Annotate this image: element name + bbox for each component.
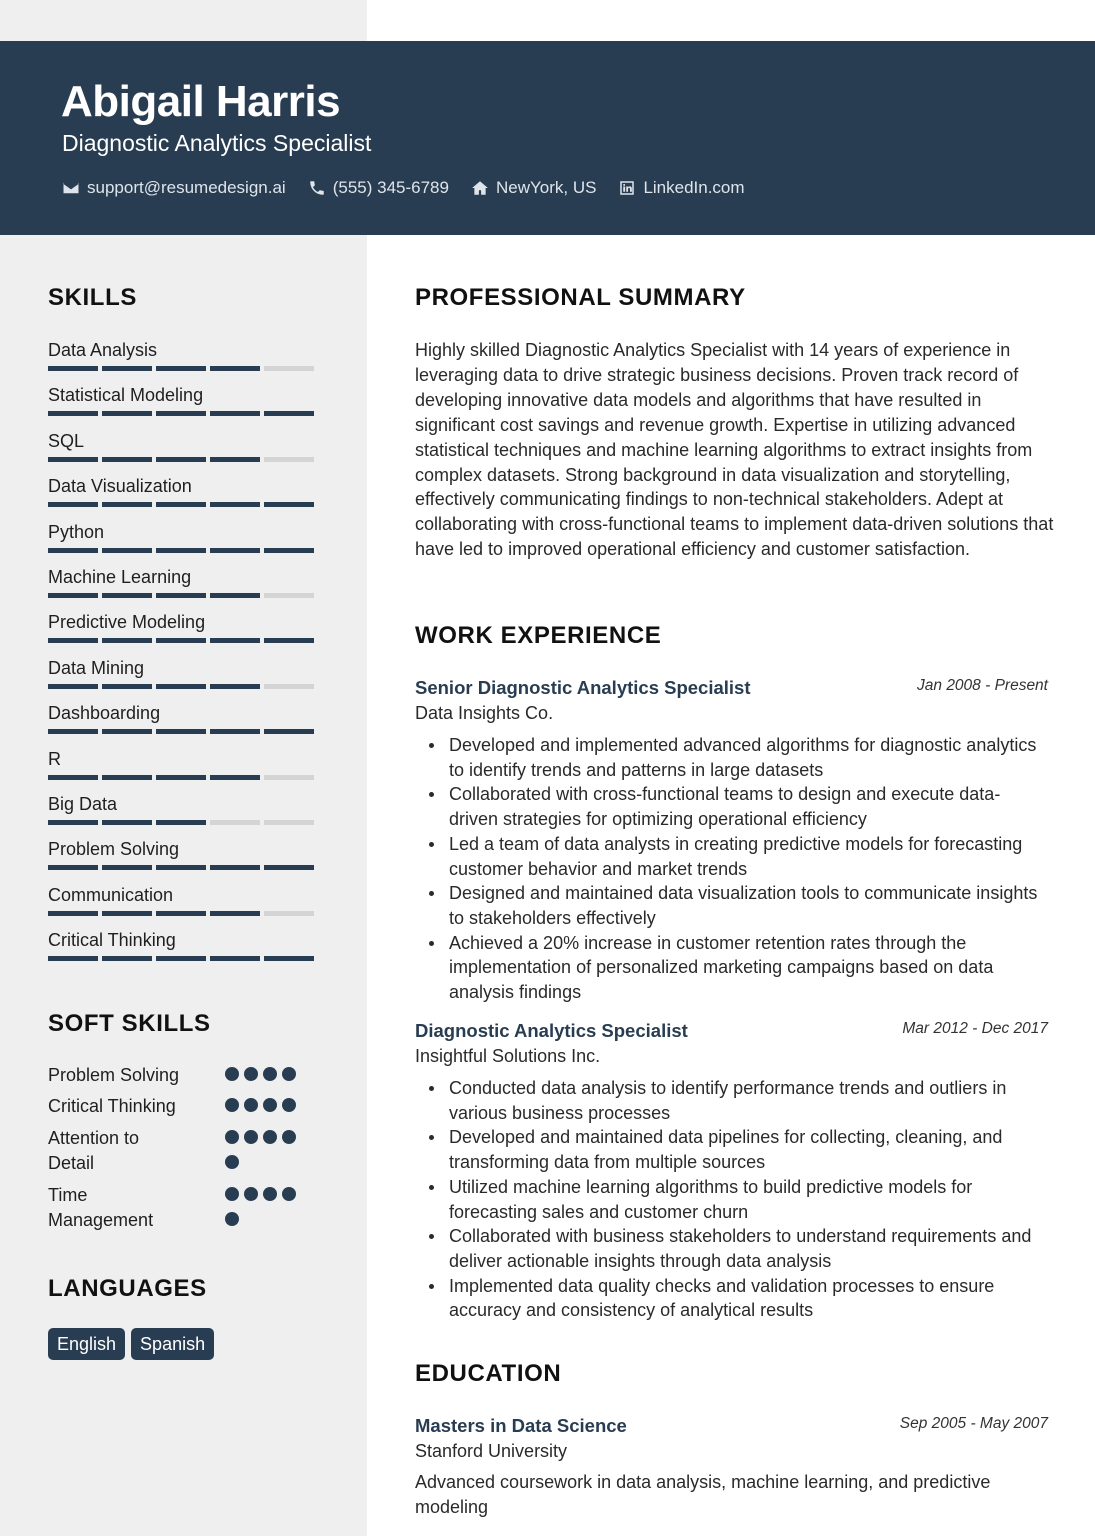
soft-skills-heading: SOFT SKILLS	[48, 1010, 211, 1037]
skill-level-segment	[210, 820, 260, 825]
job-bullet: Developed and implemented advanced algorithms for diagnostic analytics to identify trends and patterns in large datasets	[449, 733, 1048, 782]
rating-dot	[282, 1187, 296, 1201]
skill-level-bar	[48, 911, 318, 916]
skill-label: SQL	[48, 430, 85, 451]
soft-skill-label: Critical Thinking	[48, 1096, 176, 1116]
rating-dot	[244, 1130, 258, 1144]
rating-dot	[244, 1187, 258, 1201]
soft-skill-rating	[225, 1130, 305, 1180]
skill-level-segment	[210, 593, 260, 598]
rating-dot	[263, 1187, 277, 1201]
job-bullet: Collaborated with cross-functional teams to design and execute data-driven strategies for optimizing operational efficiency	[449, 782, 1048, 831]
contact-location	[471, 178, 596, 198]
skill-level-segment	[264, 502, 314, 507]
skill-item	[48, 430, 318, 462]
skill-item	[48, 339, 318, 371]
job-bullets	[449, 1076, 1048, 1323]
skill-level-segment	[48, 684, 98, 689]
skill-level-segment	[264, 366, 314, 371]
skill-level-segment	[264, 457, 314, 462]
skill-level-segment	[156, 729, 206, 734]
skill-level-segment	[210, 956, 260, 961]
skill-level-segment	[48, 638, 98, 643]
candidate-name: Abigail Harris	[61, 77, 341, 126]
job-bullet: Collaborated with business stakeholders to understand requirements and deliver actionable insights through data analysis	[449, 1224, 1048, 1273]
school-name: Stanford University	[415, 1441, 568, 1461]
skill-label: Communication	[48, 884, 174, 905]
skill-level-segment	[102, 865, 152, 870]
skill-level-bar	[48, 820, 318, 825]
skill-item	[48, 566, 318, 598]
skill-level-segment	[210, 865, 260, 870]
skill-level-segment	[264, 729, 314, 734]
skill-level-segment	[102, 775, 152, 780]
contact-linkedin-text: LinkedIn.com	[643, 178, 745, 197]
skill-label: Big Data	[48, 794, 118, 814]
education-description: Advanced coursework in data analysis, machine learning, and predictive modeling	[415, 1472, 991, 1517]
skill-item	[48, 521, 318, 553]
rating-dot	[225, 1067, 239, 1081]
skill-level-segment	[48, 911, 98, 916]
contact-location-text: NewYork, US	[495, 178, 597, 197]
skill-level-segment	[102, 956, 152, 961]
skill-level-segment	[210, 638, 260, 643]
job-bullets	[449, 733, 1048, 1005]
rating-dot	[244, 1067, 258, 1081]
skill-level-segment	[264, 684, 314, 689]
skill-label: Dashboarding	[48, 703, 161, 724]
job-bullet: Achieved a 20% increase in customer retention rates through the implementation of personalized marketing campaigns based on data analysis findings	[449, 931, 1048, 1005]
language-badge: Spanish	[131, 1328, 214, 1360]
skill-item	[48, 884, 318, 916]
skill-label: Predictive Modeling	[48, 612, 206, 633]
skill-item	[48, 384, 318, 416]
skill-level-segment	[48, 366, 98, 371]
skill-label: Machine Learning	[48, 567, 192, 587]
skill-level-bar	[48, 775, 318, 780]
skill-label: Python	[48, 521, 105, 542]
skill-item	[48, 793, 318, 825]
soft-skill-label: Problem Solving	[48, 1065, 180, 1085]
degree-title: Masters in Data Science	[415, 1415, 627, 1436]
skill-level-segment	[156, 820, 206, 825]
job-entry	[415, 1019, 1048, 1323]
skill-level-segment	[264, 593, 314, 598]
contact-email[interactable]	[62, 178, 286, 198]
skill-level-segment	[48, 548, 98, 553]
rating-dot	[225, 1098, 239, 1112]
skill-level-segment	[48, 775, 98, 780]
education-heading: EDUCATION	[415, 1360, 562, 1387]
skill-level-bar	[48, 502, 318, 507]
skill-level-segment	[102, 729, 152, 734]
skill-level-segment	[210, 502, 260, 507]
contact-phone[interactable]	[308, 178, 449, 198]
skill-level-segment	[210, 366, 260, 371]
rating-dot	[225, 1187, 239, 1201]
skill-level-segment	[102, 638, 152, 643]
envelope-icon	[62, 179, 80, 197]
skill-level-segment	[48, 820, 98, 825]
skill-level-bar	[48, 411, 318, 416]
skill-level-segment	[102, 911, 152, 916]
skill-label: R	[48, 748, 61, 769]
skill-level-segment	[156, 911, 206, 916]
rating-dot	[263, 1098, 277, 1112]
contact-linkedin[interactable]	[618, 178, 744, 198]
skill-item	[48, 611, 318, 643]
phone-icon	[308, 179, 326, 197]
summary-heading: PROFESSIONAL SUMMARY	[415, 284, 746, 311]
skills-heading: SKILLS	[48, 284, 137, 311]
skill-level-bar	[48, 684, 318, 689]
skill-label: Critical Thinking	[48, 930, 176, 951]
skill-level-segment	[210, 911, 260, 916]
skill-level-bar	[48, 593, 318, 598]
skill-level-segment	[156, 502, 206, 507]
skill-level-segment	[102, 548, 152, 553]
contact-bar	[62, 178, 767, 198]
job-bullet: Led a team of data analysts in creating predictive models for forecasting customer behavior and market trends	[449, 832, 1048, 881]
skill-level-bar	[48, 457, 318, 462]
skill-item	[48, 657, 318, 689]
rating-dot	[282, 1098, 296, 1112]
rating-dot	[282, 1130, 296, 1144]
language-badge: English	[48, 1328, 125, 1360]
candidate-role: Diagnostic Analytics Specialist	[62, 130, 372, 156]
skill-level-segment	[210, 411, 260, 416]
skill-level-segment	[156, 775, 206, 780]
skill-level-bar	[48, 729, 318, 734]
soft-skill-rating	[225, 1067, 305, 1092]
languages-list	[48, 1328, 220, 1360]
skill-level-segment	[156, 956, 206, 961]
skill-level-segment	[264, 911, 314, 916]
skill-level-segment	[156, 593, 206, 598]
skill-level-segment	[264, 775, 314, 780]
job-title: Senior Diagnostic Analytics Specialist	[415, 677, 751, 698]
skill-level-segment	[210, 775, 260, 780]
skill-level-segment	[264, 865, 314, 870]
languages-heading: LANGUAGES	[48, 1275, 207, 1302]
skill-level-segment	[210, 729, 260, 734]
skill-level-segment	[156, 411, 206, 416]
skill-label: Data Mining	[48, 657, 145, 678]
skill-label: Data Visualization	[48, 476, 192, 497]
job-title: Diagnostic Analytics Specialist	[415, 1020, 688, 1041]
rating-dot	[225, 1130, 239, 1144]
education-entry	[415, 1414, 1048, 1519]
linkedin-icon	[618, 179, 636, 197]
skill-level-segment	[264, 820, 314, 825]
skill-level-segment	[210, 684, 260, 689]
skill-level-segment	[264, 411, 314, 416]
skill-level-segment	[48, 593, 98, 598]
rating-dot	[225, 1155, 239, 1169]
skill-level-segment	[156, 684, 206, 689]
job-bullet: Implemented data quality checks and validation processes to ensure accuracy and consistency of analytical results	[449, 1274, 1048, 1323]
job-bullet: Conducted data analysis to identify performance trends and outliers in various business processes	[449, 1076, 1048, 1125]
skill-label: Statistical Modeling	[48, 385, 204, 406]
skill-level-bar	[48, 865, 318, 870]
skill-item	[48, 838, 318, 870]
skill-level-segment	[102, 684, 152, 689]
skill-level-segment	[102, 411, 152, 416]
soft-skill-label: Attention to Detail	[48, 1128, 140, 1173]
skill-level-segment	[156, 366, 206, 371]
skill-level-segment	[102, 366, 152, 371]
soft-skill-rating	[225, 1098, 305, 1123]
skill-label: Problem Solving	[48, 839, 180, 860]
skill-level-segment	[48, 956, 98, 961]
skill-item	[48, 929, 318, 961]
skill-level-segment	[102, 502, 152, 507]
contact-email-text: support@resumedesign.ai	[87, 178, 286, 197]
skill-level-segment	[48, 865, 98, 870]
job-bullet: Utilized machine learning algorithms to build predictive models for forecasting sales and customer churn	[449, 1175, 1048, 1224]
skill-level-segment	[264, 548, 314, 553]
soft-skill-label: Time Management	[48, 1185, 154, 1230]
skill-level-segment	[156, 638, 206, 643]
rating-dot	[282, 1067, 296, 1081]
job-entry	[415, 676, 1048, 1005]
skill-level-segment	[210, 548, 260, 553]
job-company: Data Insights Co.	[415, 703, 554, 723]
job-date: Jan 2008 - Present	[917, 677, 1048, 694]
rating-dot	[244, 1098, 258, 1112]
contact-phone-text: (555) 345-6789	[332, 178, 449, 197]
skill-level-segment	[102, 593, 152, 598]
skill-level-bar	[48, 638, 318, 643]
home-icon	[471, 179, 489, 197]
skill-item	[48, 748, 318, 780]
skill-level-segment	[48, 729, 98, 734]
skill-level-segment	[48, 411, 98, 416]
skill-level-segment	[264, 956, 314, 961]
job-date: Mar 2012 - Dec 2017	[902, 1020, 1048, 1037]
skill-label: Data Analysis	[48, 340, 158, 360]
skill-level-segment	[264, 638, 314, 643]
summary-text: Highly skilled Diagnostic Analytics Specialist with 14 years of experience in leveraging data to drive strategic business decisions. Proven track record of developing innovative data models and algorithms that have resulted in significant cost savings and revenue growth. Expertise in utilizing advanced statistical techniques and machine learning algorithms to extract insights from complex datasets. Strong background in data visualization and storytelling, effectively communicating findings to non-technical stakeholders. Adept at collaborating with cross-functional teams to implement data-driven solutions that have led to improved operational efficiency and customer satisfaction.	[415, 340, 1054, 560]
skill-level-segment	[210, 457, 260, 462]
skill-level-segment	[102, 820, 152, 825]
skill-item	[48, 475, 318, 507]
rating-dot	[263, 1067, 277, 1081]
experience-heading: WORK EXPERIENCE	[415, 622, 662, 649]
resume-header	[0, 41, 1095, 235]
job-company: Insightful Solutions Inc.	[415, 1046, 601, 1066]
skill-level-segment	[156, 548, 206, 553]
skill-level-segment	[102, 457, 152, 462]
rating-dot	[225, 1212, 239, 1226]
education-date: Sep 2005 - May 2007	[899, 1415, 1048, 1432]
job-bullet: Designed and maintained data visualization tools to communicate insights to stakeholders effectively	[449, 881, 1048, 930]
skill-level-bar	[48, 366, 318, 371]
job-bullet: Developed and maintained data pipelines for collecting, cleaning, and transforming data from multiple sources	[449, 1125, 1048, 1174]
skill-level-segment	[48, 457, 98, 462]
skill-level-segment	[48, 502, 98, 507]
rating-dot	[263, 1130, 277, 1144]
soft-skill-rating	[225, 1187, 305, 1237]
skill-level-segment	[156, 457, 206, 462]
skill-level-segment	[156, 865, 206, 870]
skill-level-bar	[48, 548, 318, 553]
skill-item	[48, 702, 318, 734]
skill-level-bar	[48, 956, 318, 961]
